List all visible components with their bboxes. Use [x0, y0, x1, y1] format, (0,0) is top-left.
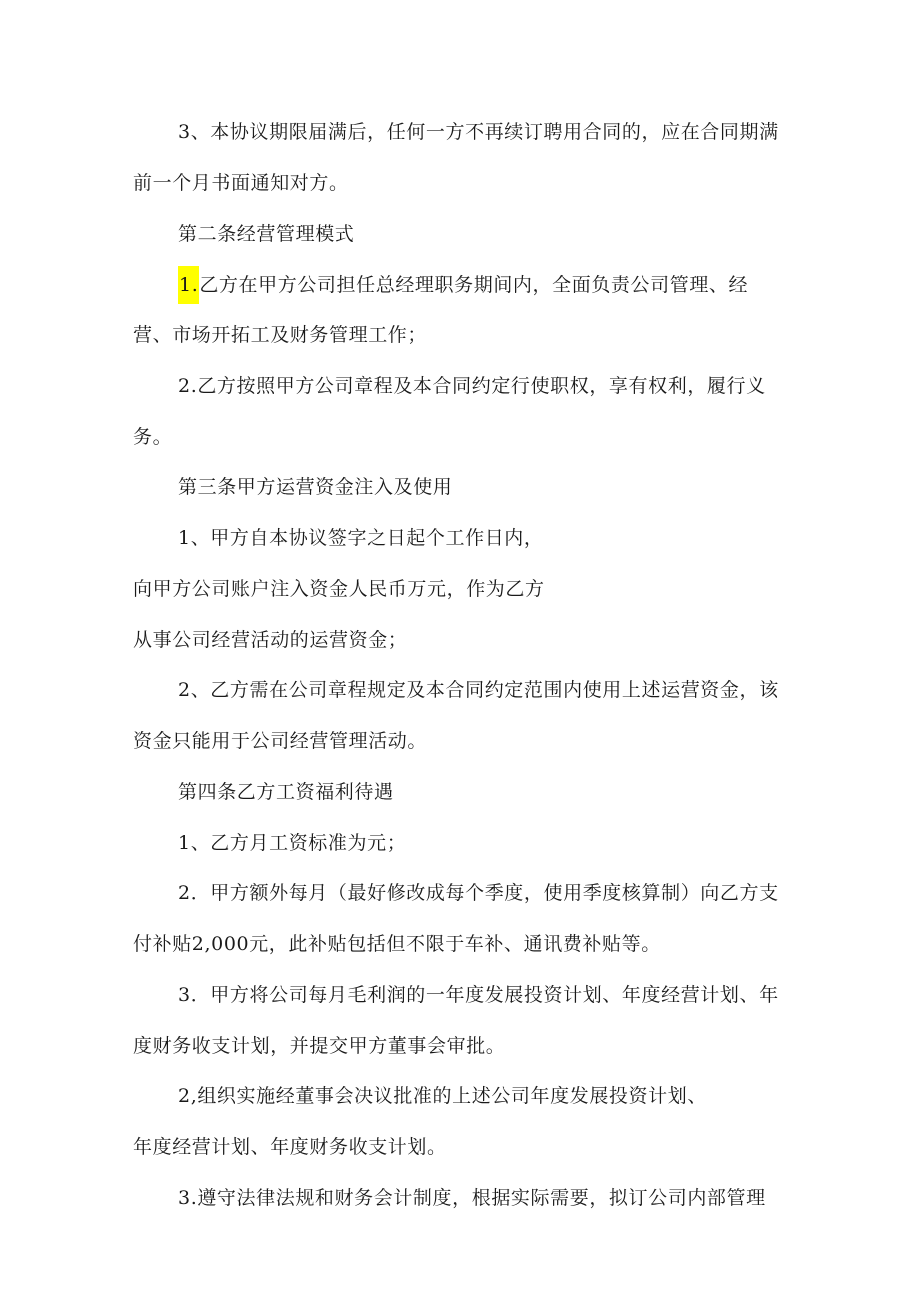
clause-2-1-text: 乙方在甲方公司担任总经理职务期间内，全面负责公司管理、经 — [199, 274, 749, 296]
clause-2-1-line-2: 营、市场开拓工及财务管理工作； — [133, 324, 428, 346]
clause-4-1-line-1: 1、乙方月工资标准为元； — [178, 832, 407, 854]
duty-3-line-1: 3.遵守法律法规和财务会计制度，根据实际需要，拟订公司内部管理 — [178, 1187, 766, 1209]
article-2-heading: 第二条经营管理模式 — [178, 223, 355, 245]
clause-2-2-line-1: 2.乙方按照甲方公司章程及本合同约定行使职权，享有权利，履行义 — [178, 375, 766, 397]
clause-3-2-line-1: 2、乙方需在公司章程规定及本合同约定范围内使用上述运营资金，该 — [178, 679, 779, 701]
clause-2-2-line-2: 务。 — [133, 426, 173, 448]
duty-2-line-1: 2,组织实施经董事会决议批准的上述公司年度发展投资计划、 — [178, 1085, 707, 1107]
article-4-heading: 第四条乙方工资福利待遇 — [178, 781, 394, 803]
highlighted-marker: 1. — [178, 266, 199, 304]
clause-3-1-line-3: 从事公司经营活动的运营资金； — [133, 629, 408, 651]
clause-1-3-line-2: 前一个月书面通知对方。 — [133, 172, 349, 194]
clause-3-1-line-2: 向甲方公司账户注入资金人民币万元，作为乙方 — [133, 578, 545, 600]
article-3-heading: 第三条甲方运营资金注入及使用 — [178, 476, 453, 498]
clause-2-1-line-1 — [178, 272, 748, 298]
duty-2-line-2: 年度经营计划、年度财务收支计划。 — [133, 1136, 447, 1158]
clause-3-2-line-2: 资金只能用于公司经营管理活动。 — [133, 730, 428, 752]
clause-1-3-line-1: 3、本协议期限届满后，任何一方不再续订聘用合同的，应在合同期满 — [178, 121, 779, 143]
clause-4-3-line-2: 度财务收支计划，并提交甲方董事会审批。 — [133, 1035, 506, 1057]
clause-4-2-line-2: 付补贴2,000元，此补贴包括但不限于车补、通讯费补贴等。 — [133, 933, 661, 955]
clause-3-1-line-1: 1、甲方自本协议签字之日起个工作日内， — [178, 527, 544, 549]
clause-4-2-line-1: 2．甲方额外每月（最好修改成每个季度，使用季度核算制）向乙方支 — [178, 882, 779, 904]
clause-4-3-line-1: 3．甲方将公司每月毛利润的一年度发展投资计划、年度经营计划、年 — [178, 984, 779, 1006]
